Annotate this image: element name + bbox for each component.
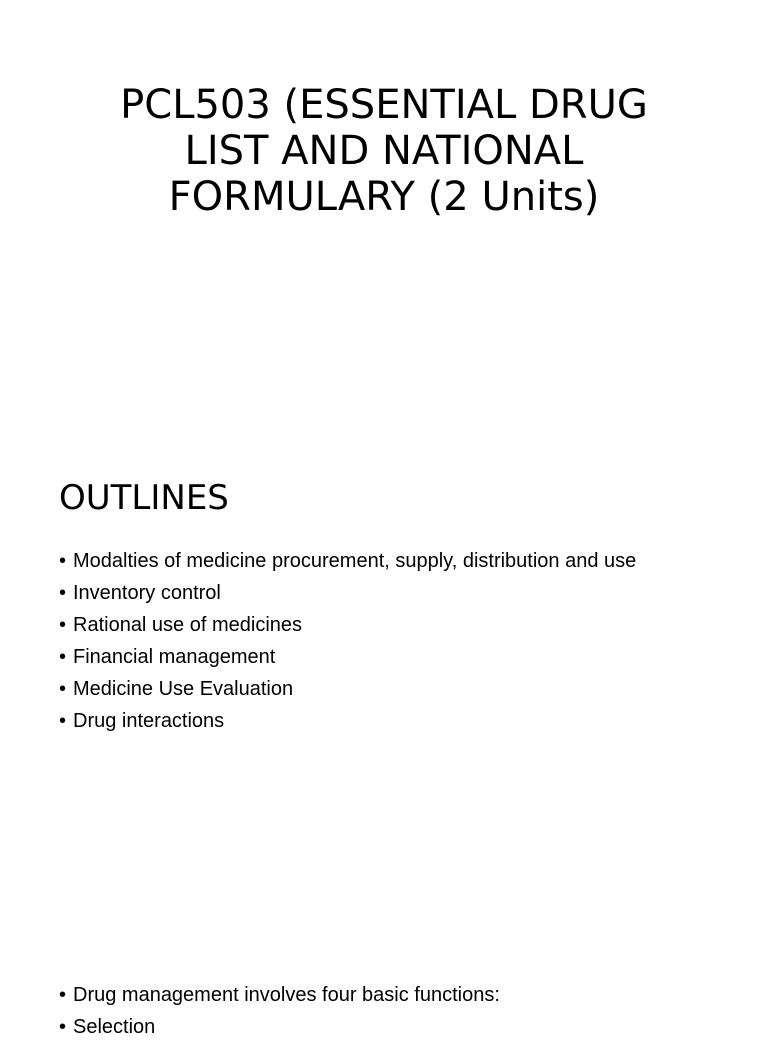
list-item-text: Modalties of medicine procurement, supply, distribution and use xyxy=(73,550,637,572)
drug-management-slide xyxy=(0,864,768,1038)
title-line: FORMULARY (2 Units) xyxy=(168,174,600,220)
title-line: LIST AND NATIONAL xyxy=(184,128,584,174)
bullet-icon: • xyxy=(59,1016,67,1038)
list-item-text: Inventory control xyxy=(73,582,221,604)
course-title xyxy=(60,82,708,220)
outlines-slide xyxy=(0,432,768,864)
list-item xyxy=(59,577,636,609)
list-item-text: Rational use of medicines xyxy=(73,614,303,636)
title-line: PCL503 (ESSENTIAL DRUG xyxy=(120,82,648,128)
bullet-icon: • xyxy=(59,550,67,572)
list-item-text: Selection xyxy=(73,1016,156,1038)
bullet-icon: • xyxy=(59,614,67,636)
list-item-text: Drug management involves four basic functions: xyxy=(73,984,500,1006)
list-item xyxy=(59,673,636,705)
list-item-text: Financial management xyxy=(73,646,276,668)
bullet-icon: • xyxy=(59,646,67,668)
list-item xyxy=(59,641,636,673)
title-slide xyxy=(0,0,768,432)
list-item xyxy=(59,979,500,1011)
list-item-text: Medicine Use Evaluation xyxy=(73,678,294,700)
bullet-icon: • xyxy=(59,678,67,700)
bullet-icon: • xyxy=(59,984,67,1006)
list-item-text: Drug interactions xyxy=(73,710,225,732)
outlines-heading: OUTLINES xyxy=(59,478,229,518)
list-item xyxy=(59,609,636,641)
list-item xyxy=(59,1011,500,1043)
functions-list xyxy=(59,979,500,1043)
bullet-icon: • xyxy=(59,710,67,732)
list-item xyxy=(59,705,636,737)
list-item xyxy=(59,545,636,577)
bullet-icon: • xyxy=(59,582,67,604)
outline-list xyxy=(59,545,636,737)
